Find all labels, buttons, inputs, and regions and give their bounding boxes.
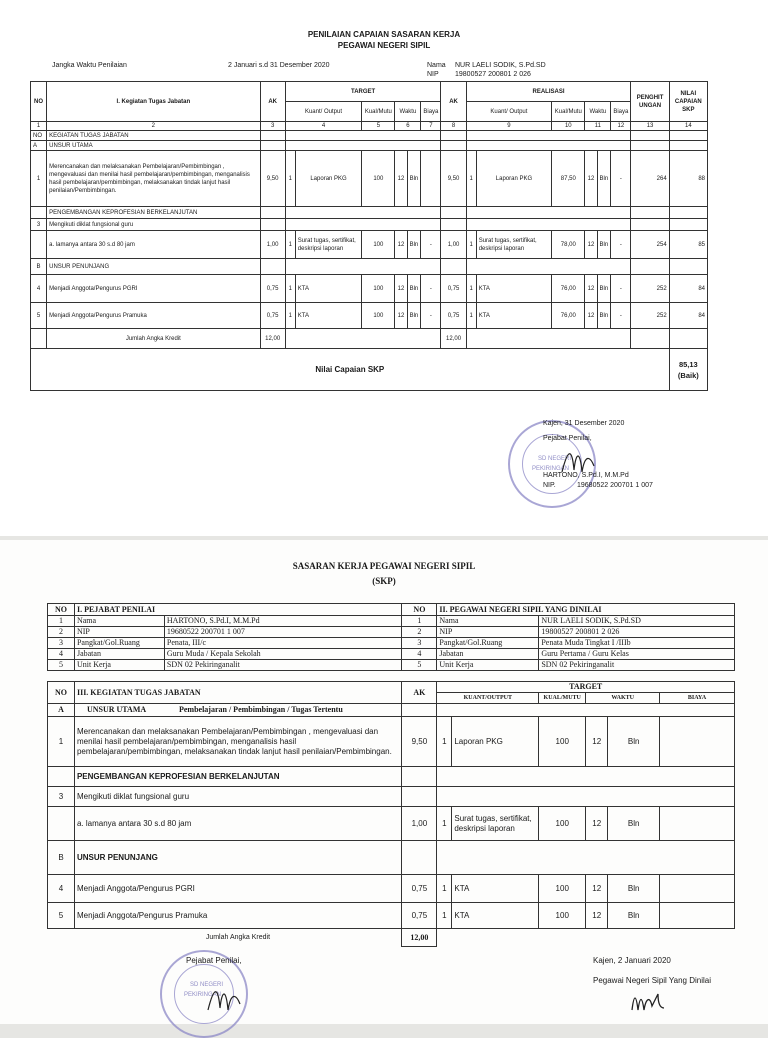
colnum: 5 (362, 122, 395, 131)
penilaian-table: NO I. Kegiatan Tugas Jabatan AK TARGET AK REALISASI PENGHIT UNGAN NILAI CAPAIAN SKP Kuant/ Output Kual/Mutu Waktu Biaya Kuant/ Output Kual/Mutu Waktu Biaya 1 2 3 4 5 6 7 8 9 10 11 12 13 14 NO KEGIATAN TUGAS JABATAN A UNSUR UTAMA 1 Merencanakan dan melaksanakan Pembelajaran/Pembimbingan , mengevaluasi dan menilai hasil pembelajaran/pembimbingan, menganalisis hasil pembelajaran/pembimbingan, melaksanakan tindak lanjut hasil penilaian/Pembimbingan. 9,50 1 Laporan PKG 100 12 Bln 9,50 1 Laporan PKG 87,50 12 Bln - 264 88 PENGEMBANGAN KEPROFESIAN BERKELANJUTAN 3 Mengikuti diklat fungsional guru a. lamanya antara 30 s.d 80 jam 1,00 1 Surat tugas, sertifikat, deskripsi laporan 100 12 Bln - 1,00 1 Surat tugas, sertifikat, deskripsi laporan 78,00 12 Bln - 254 85 B UNSUR PENUNJANG 4 Menjadi Anggota/Pengurus PGRI 0,75 1 KTA 100 12 Bln - 0,75 1 KTA 76,00 12 Bln - 252 84 5 Menjadi Anggota/Pengurus Pramuka 0,75 1 KTA 100 12 Bln - 0,75 1 KTA 76,00 12 Bln - 252 84 Jumlah Angka Kredit 12,00 12,00 Nilai Capaian SKP 85,13 (Baik) (30, 81, 708, 391)
header-kual-realisasi: Kual/Mutu (552, 102, 585, 122)
sheet2-title: SASARAN KERJA PEGAWAI NEGERI SIPIL (292, 561, 476, 571)
colnum: 6 (395, 122, 421, 131)
row-no-label: NO (31, 131, 47, 141)
row-kegiatan-label: KEGIATAN TUGAS JABATAN (47, 131, 260, 141)
jumlah-label: Jumlah Angka Kredit (47, 329, 260, 349)
section-a-no: A (31, 141, 47, 151)
table-row: 4 Jabatan Guru Muda / Kepala Sekolah 4 Jabatan Guru Pertama / Guru Kelas (48, 649, 735, 660)
section-b-no: B (31, 259, 47, 275)
header-penghitungan: PENGHIT UNGAN (631, 82, 669, 122)
nilai-capaian-label: Nilai Capaian SKP (31, 349, 670, 391)
sheet1-title: PENILAIAN CAPAIAN SASARAN KERJA (307, 30, 461, 39)
colnum: 12 (611, 122, 631, 131)
name-value: NUR LAELI SODIK, S.Pd.SD (455, 62, 546, 69)
jumlah-rak: 12,00 (441, 329, 466, 349)
colnum: 13 (631, 122, 669, 131)
table-row: 1 Nama HARTONO, S.Pd.I, M.M.Pd 1 Nama NUR LAELI SODIK, S.Pd.SD (48, 616, 735, 627)
sheet1-pejabat-name: HARTONO, S.Pd.I, M.M.Pd (543, 472, 629, 479)
jumlah-ak-2: 12,00 (402, 929, 437, 947)
identitas-table: NO I. PEJABAT PENILAI NO II. PEGAWAI NEGERI SIPIL YANG DINILAI 1 Nama HARTONO, S.Pd.I, M.M.Pd 1 Nama NUR LAELI SODIK, S.Pd.SD 2 NIP 19680522 200701 1 007 2 NIP 19800527 200801 2 026 3 Pangkat/Gol.Ruang Penata, III/c 3 Pangkat/Gol.Ruang Penata Muda Tingkat I /IIIb 4 Jabatan Guru Muda / Kepala Sekolah 4 Jabatan Guru Pertama / Guru Kelas 5 Unit Kerja SDN 02 Pekiringanalit 5 Unit Kerja SDN 02 Pekiringanalit (47, 603, 735, 671)
sheet-sasaran-kerja (0, 540, 768, 1024)
section-pkb-2: PENGEMBANGAN KEPROFESIAN BERKELANJUTAN (74, 767, 401, 787)
colnum: 3 (260, 122, 285, 131)
table-row: 1 Merencanakan dan melaksanakan Pembelajaran/Pembimbingan , mengevaluasi dan menilai hasil pembelajaran/pembimbingan, menganalisis hasil pembelajaran/pembimbingan, melaksanakan tindak lanjut hasil penilaian/Pembimbingan. 9,50 1 Laporan PKG 100 12 Bln (48, 717, 735, 767)
header-kegiatan: I. Kegiatan Tugas Jabatan (47, 82, 260, 122)
section-b-2: UNSUR PENUNJANG (74, 841, 401, 875)
colnum: 8 (441, 122, 466, 131)
colnum: 2 (47, 122, 260, 131)
colnum: 1 (31, 122, 47, 131)
signature-pejabat (204, 980, 244, 1016)
name-label: Nama (427, 62, 446, 69)
pegawai-dinilai-head: II. PEGAWAI NEGERI SIPIL YANG DINILAI (437, 604, 735, 616)
table-row: 3 Pangkat/Gol.Ruang Penata, III/c 3 Pangkat/Gol.Ruang Penata Muda Tingkat I /IIIb (48, 638, 735, 649)
header-no: NO (31, 82, 47, 122)
colnum: 10 (552, 122, 585, 131)
header-biaya-realisasi: Biaya (611, 102, 631, 122)
colnum: 9 (466, 122, 552, 131)
sheet1-pejabat-nip-label: NIP. (543, 482, 556, 489)
header-waktu-realisasi: Waktu (585, 102, 611, 122)
table-row: 2 NIP 19680522 200701 1 007 2 NIP 19800527 200801 2 026 (48, 627, 735, 638)
header-target: TARGET (285, 82, 441, 102)
colnum: 4 (285, 122, 362, 131)
section-a-label: UNSUR UTAMA (47, 141, 260, 151)
sheet2-pejabat-label: Pejabat Penilai, (186, 956, 242, 965)
table-row: a. lamanya antara 30 s.d 80 jam 1,00 1 Surat tugas, sertifikat, deskripsi laporan 100 12 Bln - 1,00 1 Surat tugas, sertifikat, deskripsi laporan 78,00 12 Bln - 254 85 (31, 231, 708, 259)
pejabat-penilai-head: I. PEJABAT PENILAI (74, 604, 401, 616)
header-realisasi: REALISASI (466, 82, 631, 102)
official-stamp: SD NEGERI PEKIRINGAN (508, 420, 596, 508)
target-head: TARGET (437, 682, 735, 693)
colnum: 14 (669, 122, 707, 131)
sheet1-place-date: Kajen, 31 Desember 2020 (543, 420, 625, 427)
section-b-label: UNSUR PENUNJANG (47, 259, 260, 275)
header-biaya: Biaya (421, 102, 441, 122)
header-nilai: NILAI CAPAIAN SKP (669, 82, 707, 122)
table-row: 5 Menjadi Anggota/Pengurus Pramuka 0,75 1 KTA 100 12 Bln - 0,75 1 KTA 76,00 12 Bln - 252 84 (31, 303, 708, 329)
header-kuant: Kuant/ Output (285, 102, 362, 122)
header-kual: Kual/Mutu (362, 102, 395, 122)
kegiatan-table: NO III. KEGIATAN TUGAS JABATAN AK TARGET KUANT/OUTPUT KUAL/MUTU WAKTU BIAYA A UNSUR UTAMA Pembelajaran / Pembimbingan / Tugas Tertentu 1 Merencanakan dan melaksanakan Pembelajaran/Pembimbingan , mengevaluasi dan menilai hasil pembelajaran/pembimbingan, menganalisis hasil pembelajaran/pembimbingan, melaksanakan tindak lanjut hasil penilaian/Pembimbingan. 9,50 1 Laporan PKG 100 12 Bln PENGEMBANGAN KEPROFESIAN BERKELANJUTAN 3 Mengikuti diklat fungsional guru a. lamanya antara 30 s.d 80 jam 1,00 1 Surat tugas, sertifikat, deskripsi laporan 100 12 Bln B UNSUR PENUNJANG 4 Menjadi Anggota/Pengurus PGRI 0,75 1 KTA 100 12 Bln 5 Menjadi Anggota/Pengurus Pramuka 0,75 1 KTA 100 12 Bln Jumlah Angka Kredit 12,00 (47, 681, 735, 947)
colnum: 11 (585, 122, 611, 131)
unsur-utama: UNSUR UTAMA Pembelajaran / Pembimbingan / Tugas Tertentu (74, 704, 401, 717)
table-row: 4 Menjadi Anggota/Pengurus PGRI 0,75 1 KTA 100 12 Bln - 0,75 1 KTA 76,00 12 Bln - 252 84 (31, 275, 708, 303)
sheet2-pegawai-label: Pegawai Negeri Sipil Yang Dinilai (593, 976, 711, 985)
jumlah-ak: 12,00 (260, 329, 285, 349)
header-ak: AK (260, 82, 285, 122)
sheet1-pejabat-nip: 19680522 200701 1 007 (577, 482, 653, 489)
nilai-capaian-value: 85,13 (Baik) (669, 349, 707, 391)
period-label: Jangka Waktu Penilaian (52, 62, 127, 69)
ak-head: AK (402, 682, 437, 704)
table-row: 4 Menjadi Anggota/Pengurus PGRI 0,75 1 KTA 100 12 Bln (48, 875, 735, 903)
signature-pegawai (628, 988, 668, 1018)
jumlah-label-2: Jumlah Angka Kredit (205, 933, 271, 941)
period-value: 2 Januari s.d 31 Desember 2020 (228, 62, 330, 69)
header-ak-realisasi: AK (441, 82, 466, 122)
table-row: 1 Merencanakan dan melaksanakan Pembelajaran/Pembimbingan , mengevaluasi dan menilai hasil pembelajaran/pembimbingan, menganalisis hasil pembelajaran/pembimbingan, melaksanakan tindak lanjut hasil penilaian/Pembimbingan. 9,50 1 Laporan PKG 100 12 Bln 9,50 1 Laporan PKG 87,50 12 Bln - 264 88 (31, 151, 708, 207)
sheet2-place-date: Kajen, 2 Januari 2020 (593, 956, 671, 965)
official-stamp-2: SD NEGERI PEKIRINGAN (160, 950, 248, 1038)
sheet1-pejabat-label: Pejabat Penilai, (543, 435, 592, 442)
table-row: a. lamanya antara 30 s.d 80 jam 1,00 1 Surat tugas, sertifikat, deskripsi laporan 100 12 Bln (48, 807, 735, 841)
header-kuant-realisasi: Kuant/ Output (466, 102, 552, 122)
sheet2-subtitle: (SKP) (372, 576, 396, 586)
sheet1-subtitle: PEGAWAI NEGERI SIPIL (337, 41, 431, 50)
header-waktu: Waktu (395, 102, 421, 122)
table-row: 5 Unit Kerja SDN 02 Pekiringanalit 5 Unit Kerja SDN 02 Pekiringanalit (48, 660, 735, 671)
section-pkb: PENGEMBANGAN KEPROFESIAN BERKELANJUTAN (47, 207, 260, 219)
nip-value: 19800527 200801 2 026 (455, 71, 531, 78)
table-row: 5 Menjadi Anggota/Pengurus Pramuka 0,75 1 KTA 100 12 Bln (48, 903, 735, 929)
nip-label: NIP (427, 71, 439, 78)
colnum: 7 (421, 122, 441, 131)
kegiatan-head: III. KEGIATAN TUGAS JABATAN (74, 682, 401, 704)
